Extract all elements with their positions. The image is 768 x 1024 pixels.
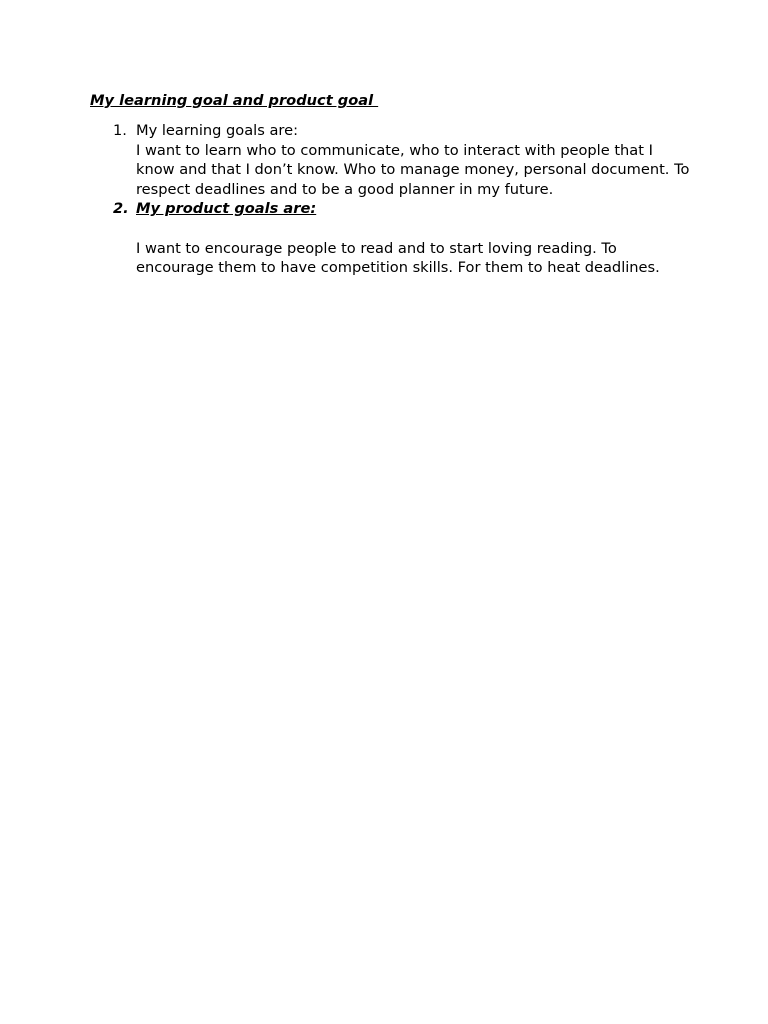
- list-item-product-goals: [90, 199, 690, 277]
- goal-list: [90, 121, 690, 278]
- list-number: 2.: [113, 200, 129, 218]
- product-goals-text: I want to encourage people to read and to start loving reading. To encourage them to have competition skills. For them to heat deadlines.: [136, 239, 660, 277]
- document-title: My learning goal and product goal: [90, 92, 379, 109]
- list-number: 1.: [113, 122, 127, 139]
- learning-goals-heading: My learning goals are:: [136, 122, 298, 139]
- product-goals-heading: My product goals are:: [136, 200, 317, 218]
- learning-goals-text: I want to learn who to communicate, who to interact with people that I know and that I don’t know. Who to manage money, personal document. To respect deadlines and to be a good planner in my future.: [136, 141, 690, 198]
- list-item-learning-goals: [90, 121, 690, 199]
